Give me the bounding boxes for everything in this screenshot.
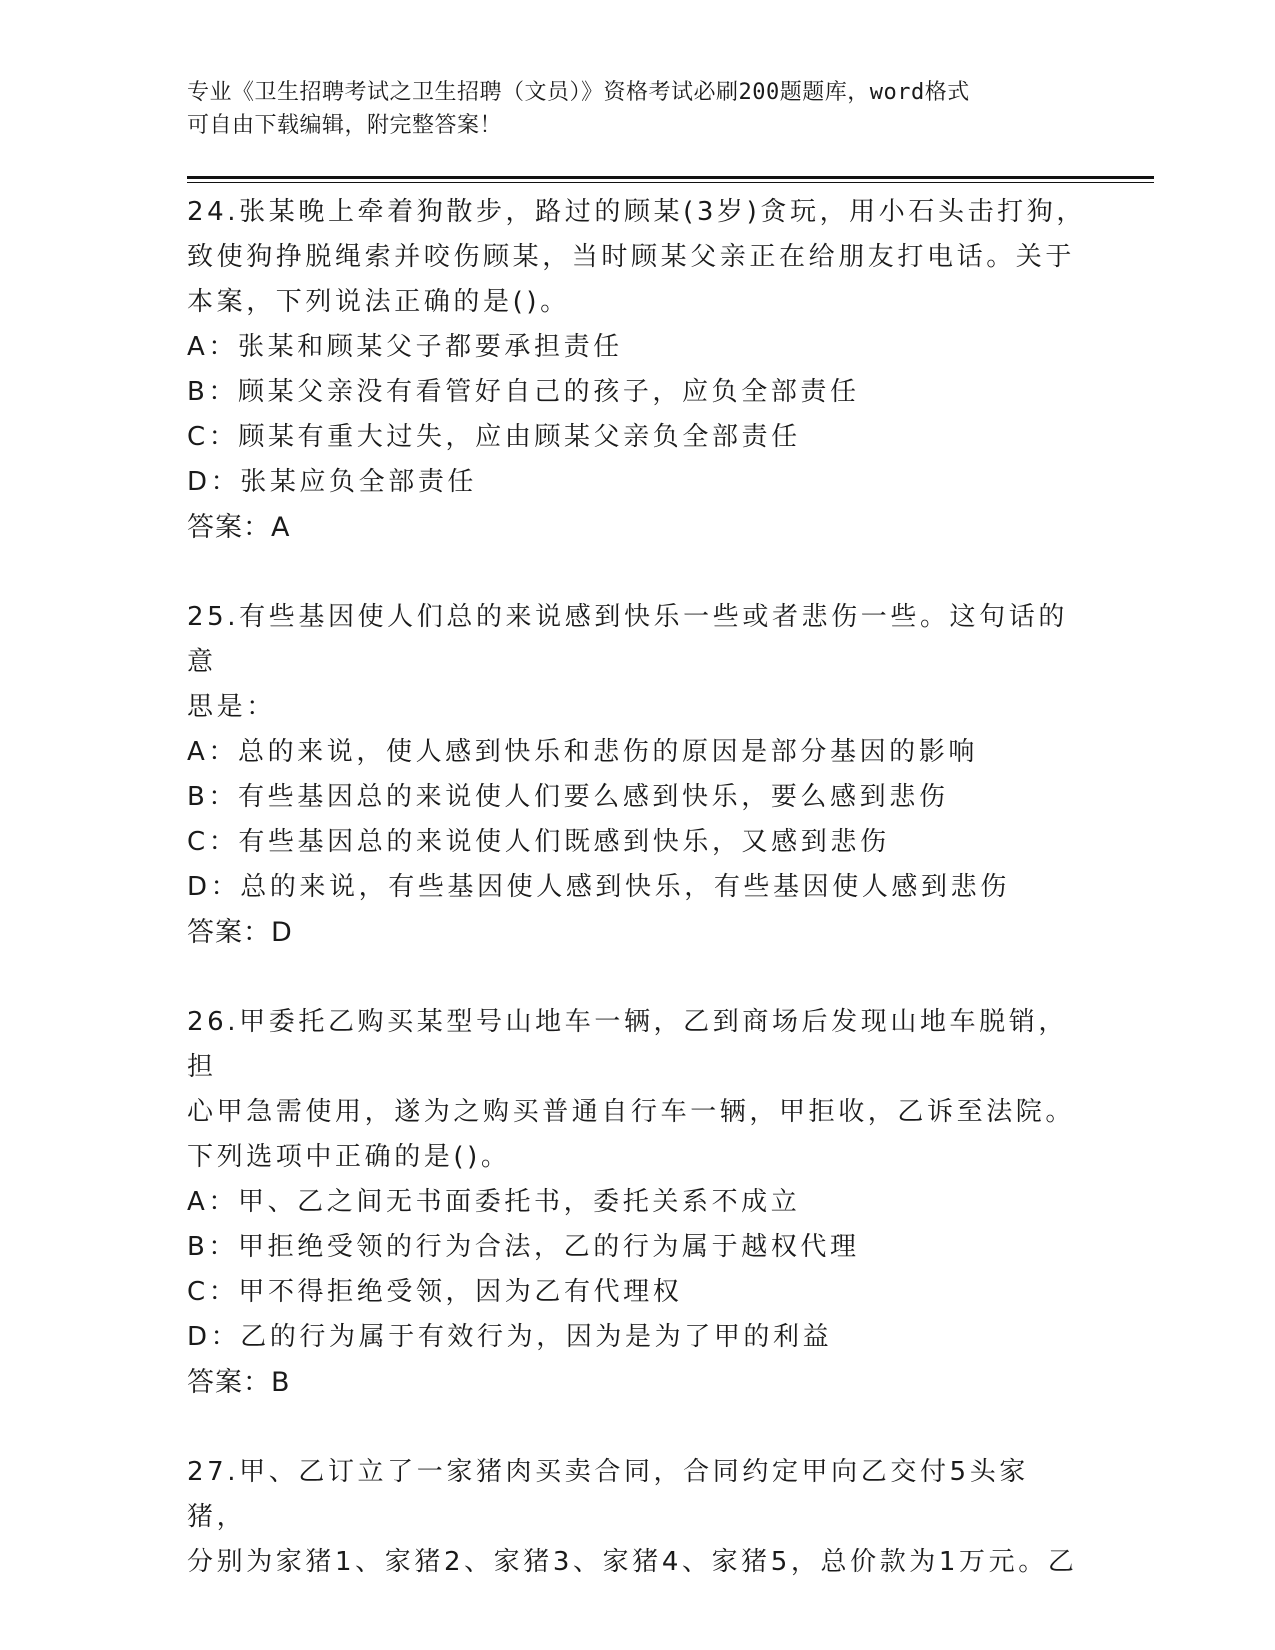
question-text-line: 思是： bbox=[187, 692, 276, 722]
question-26 bbox=[187, 1000, 1087, 1405]
document-header bbox=[187, 76, 1067, 142]
question-spacer bbox=[187, 1405, 1087, 1450]
question-text-line: 分别为家猪1、家猪2、家猪3、家猪4、家猪5，总价款为1万元。乙 bbox=[187, 1547, 1078, 1577]
option-a: A：总的来说，使人感到快乐和悲伤的原因是部分基因的影响 bbox=[187, 737, 978, 767]
answer-line: 答案：A bbox=[187, 512, 291, 543]
option-d: D：乙的行为属于有效行为，因为是为了甲的利益 bbox=[187, 1322, 833, 1352]
question-text-line: 心甲急需使用，遂为之购买普通自行车一辆，甲拒收，乙诉至法院。 bbox=[187, 1097, 1076, 1127]
question-text-line: 致使狗挣脱绳索并咬伤顾某，当时顾某父亲正在给朋友打电话。关于 bbox=[187, 242, 1076, 272]
question-text-line: 25.有些基因使人们总的来说感到快乐一些或者悲伤一些。这句话的意 bbox=[187, 602, 1068, 677]
header-line-2: 可自由下载编辑，附完整答案！ bbox=[187, 113, 503, 138]
question-text-line: 27.甲、乙订立了一家猪肉买卖合同，合同约定甲向乙交付5头家猪， bbox=[187, 1457, 1029, 1532]
question-text-line: 本案，下列说法正确的是()。 bbox=[187, 287, 570, 317]
question-text-line: 26.甲委托乙购买某型号山地车一辆，乙到商场后发现山地车脱销，担 bbox=[187, 1007, 1068, 1082]
question-spacer bbox=[187, 955, 1087, 1000]
option-b: B：甲拒绝受领的行为合法，乙的行为属于越权代理 bbox=[187, 1232, 860, 1262]
option-c: C：顾某有重大过失，应由顾某父亲负全部责任 bbox=[187, 422, 801, 452]
question-25 bbox=[187, 595, 1087, 955]
header-divider-thick bbox=[187, 176, 1154, 179]
option-a: A：张某和顾某父子都要承担责任 bbox=[187, 332, 623, 362]
option-a: A：甲、乙之间无书面委托书，委托关系不成立 bbox=[187, 1187, 801, 1217]
answer-line: 答案：B bbox=[187, 1367, 291, 1398]
question-text-line: 下列选项中正确的是()。 bbox=[187, 1142, 511, 1172]
question-spacer bbox=[187, 550, 1087, 595]
header-divider-thin bbox=[187, 182, 1154, 183]
option-d: D：张某应负全部责任 bbox=[187, 467, 478, 497]
question-list bbox=[187, 190, 1087, 1585]
option-b: B：有些基因总的来说使人们要么感到快乐，要么感到悲伤 bbox=[187, 782, 949, 812]
option-c: C：甲不得拒绝受领，因为乙有代理权 bbox=[187, 1277, 683, 1307]
question-24 bbox=[187, 190, 1087, 550]
answer-line: 答案：D bbox=[187, 917, 293, 948]
option-b: B：顾某父亲没有看管好自己的孩子，应负全部责任 bbox=[187, 377, 860, 407]
option-d: D：总的来说，有些基因使人感到快乐，有些基因使人感到悲伤 bbox=[187, 872, 1010, 902]
header-line-1: 专业《卫生招聘考试之卫生招聘（文员）》资格考试必刷200题题库，word格式 bbox=[187, 80, 970, 105]
option-c: C：有些基因总的来说使人们既感到快乐，又感到悲伤 bbox=[187, 827, 890, 857]
question-27 bbox=[187, 1450, 1087, 1585]
question-text-line: 24.张某晚上牵着狗散步，路过的顾某(3岁)贪玩，用小石头击打狗， bbox=[187, 197, 1086, 227]
